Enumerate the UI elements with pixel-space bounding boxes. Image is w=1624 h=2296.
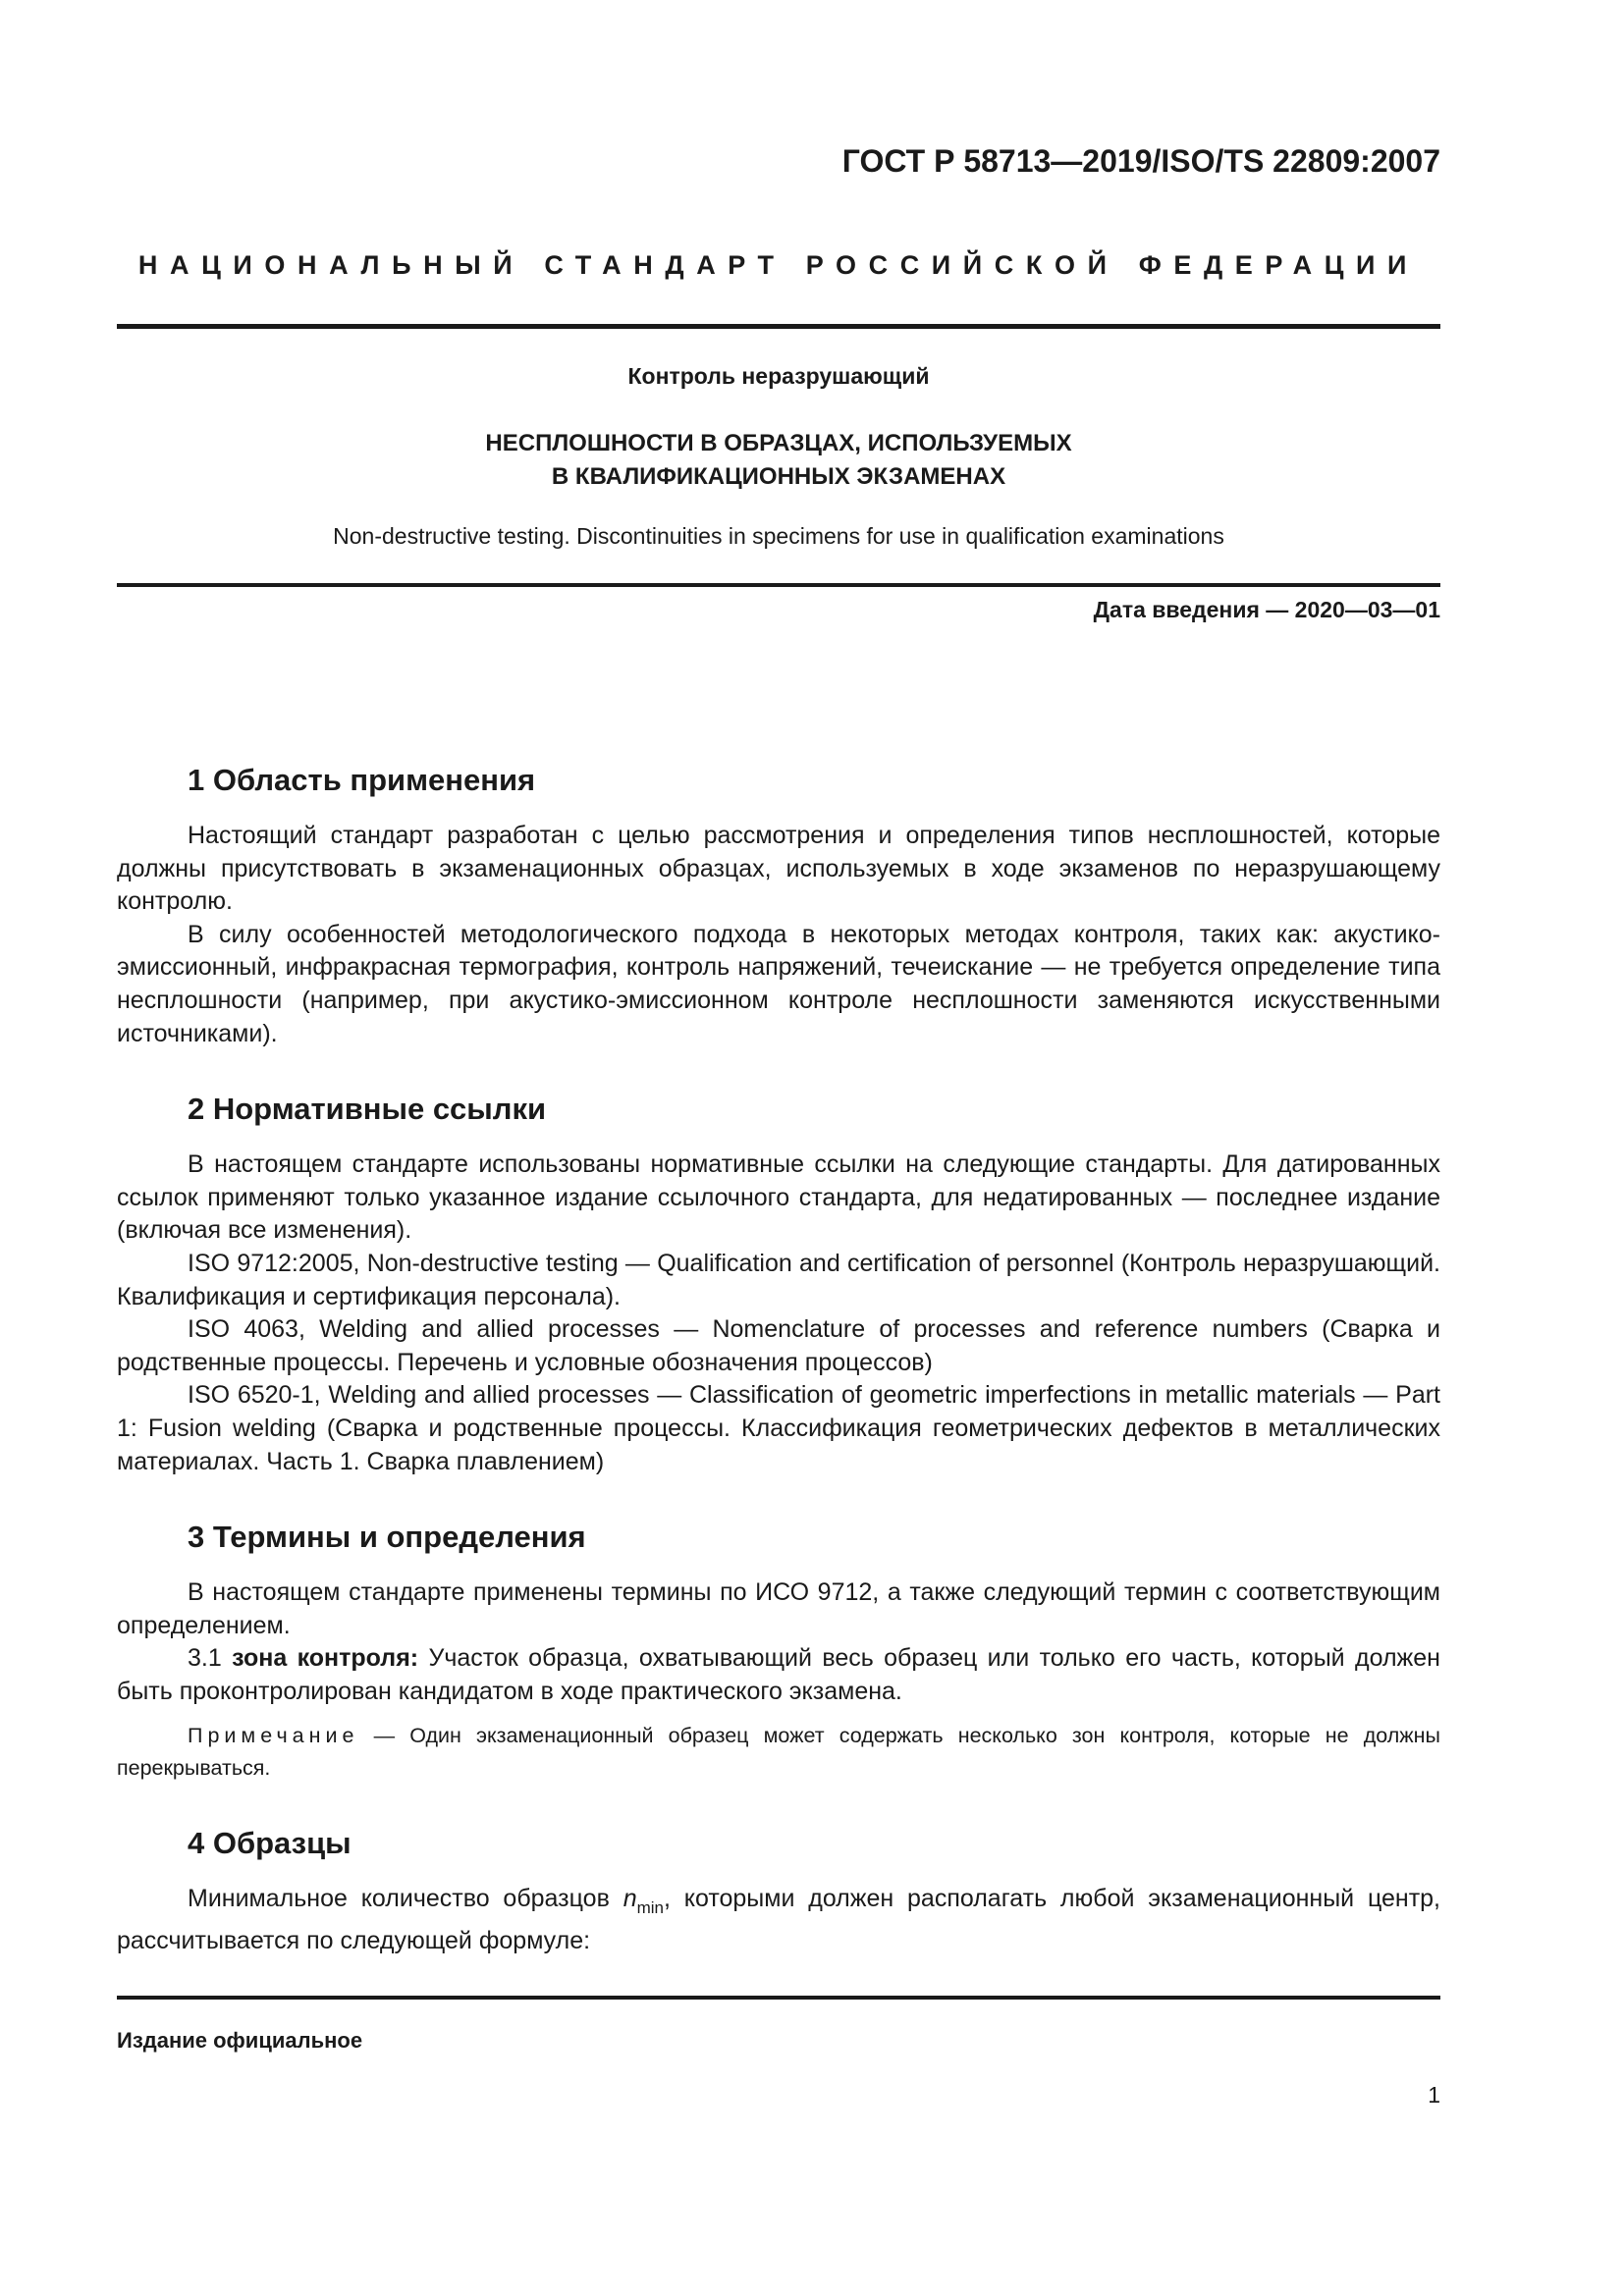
section-heading: 1 Область применения (188, 763, 536, 797)
term-definition-paragraph (117, 1642, 1440, 1708)
document-subtitle: Контроль неразрушающий (627, 363, 930, 389)
note-label: Примечание (188, 1724, 359, 1748)
paragraph: В настоящем стандарте использованы нормативные ссылки на следующие стандарты. Для датированных ссылок применяют только указанное издание ссылочного стандарта, для недатированных — последнее издание (включая все изменения). (117, 1150, 1440, 1245)
national-standard-banner: НАЦИОНАЛЬНЫЙ СТАНДАРТ РОССИЙСКОЙ ФЕДЕРАЦИИ (137, 250, 1420, 280)
footer-divider (117, 1996, 1440, 2000)
symbol-n: n (623, 1885, 637, 1913)
paragraph: Настоящий стандарт разработан с целью рассмотрения и определения типов несплошностей, которые должны присутствовать в экзаменационных образцах, используемых в ходе экзаменов по неразрушающему контролю. (117, 822, 1440, 916)
section-heading: 3 Термины и определения (188, 1520, 586, 1555)
top-divider (117, 324, 1440, 329)
paragraph-text: , которыми должен располагать любой экзаменационный центр, рассчитывается по следующей формуле: (117, 1885, 1441, 1955)
reference-item: ISO 4063, Welding and allied processes — Nomenclature of processes and reference numbers (Сварка и родственные процессы. Перечень и условные обозначения процессов) (117, 1315, 1440, 1376)
english-title: Non-destructive testing. Discontinuities in specimens for use in qualification examinations (333, 523, 1224, 549)
symbol-subscript: min (636, 1898, 664, 1918)
section-scope (117, 761, 1440, 1050)
document-body (117, 761, 1440, 1958)
paragraph-text: Минимальное количество образцов (188, 1885, 610, 1913)
term-number: 3.1 (188, 1644, 222, 1673)
page-number: 1 (1428, 2082, 1440, 2108)
reference-item: ISO 9712:2005, Non-destructive testing — Qualification and certification of personnel (Контроль неразрушающий. Квалификация и сертификация персонала). (117, 1249, 1440, 1310)
paragraph (117, 1883, 1440, 1957)
paragraph: В настоящем стандарте применены термины по ИСО 9712, а также следующий термин с соответствующим определением. (117, 1578, 1440, 1639)
section-specimens (117, 1824, 1440, 1957)
section-heading: 2 Нормативные ссылки (188, 1092, 547, 1127)
official-edition-label: Издание официальное (117, 2028, 363, 2053)
section-normative-references (117, 1090, 1440, 1478)
term-definition: Участок образца, охватывающий весь образец или только его часть, который должен быть проконтролирован кандидатом в ходе практического экзамена. (117, 1644, 1440, 1705)
section-terms (117, 1518, 1440, 1785)
note-paragraph (117, 1720, 1440, 1785)
section-heading: 4 Образцы (188, 1826, 352, 1861)
paragraph: В силу особенностей методологического подхода в некоторых методах контроля, таких как: акустико-эмиссионный, инфракрасная термография, контроль напряжений, течеискание — не требуется определение типа несплошности (например, при акустико-эмиссионном контроле несплошности заменяются искусственными источниками). (117, 920, 1440, 1047)
title-divider (117, 583, 1440, 587)
term-name: зона контроля: (232, 1644, 419, 1673)
title-line-2: В КВАЛИФИКАЦИОННЫХ ЭКЗАМЕНАХ (551, 463, 1006, 490)
reference-item: ISO 6520-1, Welding and allied processes — Classification of geometric imperfections in metallic materials — Part 1: Fusion welding (Сварка и родственные процессы. Классификация геометрических дефектов в металлических материалах. Часть 1. Сварка плавлением) (117, 1381, 1440, 1475)
title-line-1: НЕСПЛОШНОСТИ В ОБРАЗЦАХ, ИСПОЛЬЗУЕМЫХ (485, 430, 1072, 456)
introduction-date: Дата введения — 2020—03—01 (1093, 597, 1440, 622)
note-text: — Один экзаменационный образец может содержать несколько зон контроля, которые не должны перекрываться. (117, 1724, 1440, 1781)
document-title (117, 427, 1440, 494)
gost-designation: ГОСТ Р 58713—2019/ISO/TS 22809:2007 (841, 143, 1440, 179)
